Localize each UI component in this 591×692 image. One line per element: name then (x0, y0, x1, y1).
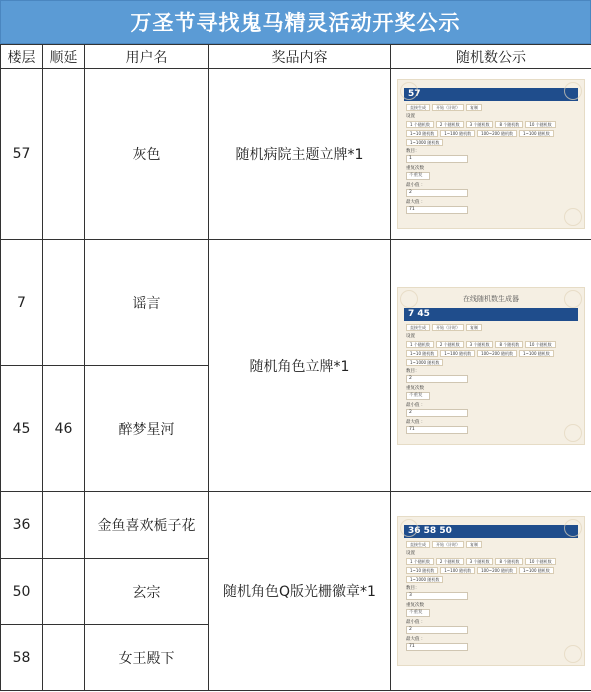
floor-cell: 50 (1, 559, 43, 625)
generator-tab-button[interactable]: 复制 (466, 324, 482, 331)
username-cell: 金鱼喜欢栀子花 (85, 492, 209, 559)
floor-cell: 7 (1, 240, 43, 366)
results-table (0, 44, 591, 691)
preset-button[interactable]: 8 个随机数 (495, 121, 523, 128)
ornament-icon (400, 290, 418, 308)
page-title: 万圣节寻找鬼马精灵活动开奖公示 (0, 0, 591, 44)
deferred-cell: 46 (43, 366, 85, 492)
preset-button[interactable]: 3 个随机数 (466, 341, 494, 348)
count-input[interactable]: 3 (406, 592, 468, 600)
generator-tab-button[interactable]: 直接生成 (406, 324, 430, 331)
repeat-label: 重复次数 (406, 385, 424, 391)
random-generator-screenshot (397, 287, 585, 445)
preset-button[interactable]: 3 个随机数 (466, 121, 494, 128)
generator-tabs (406, 324, 576, 331)
min-input[interactable]: 2 (406, 189, 468, 197)
random-generator-screenshot (397, 516, 585, 666)
generator-tab-button[interactable]: 复制 (466, 104, 482, 111)
random-generator-screenshot (397, 79, 585, 229)
preset-button[interactable]: 1~100 随机数 (440, 567, 475, 574)
header-deferred: 顺延 (43, 45, 85, 69)
deferred-cell (43, 492, 85, 559)
repeat-label: 重复次数 (406, 166, 424, 171)
max-label: 最大值 ： (406, 200, 426, 205)
preset-button[interactable]: 1~10 随机数 (406, 130, 438, 137)
generator-tabs (406, 104, 576, 111)
floor-cell: 57 (1, 69, 43, 240)
max-label: 最大值 ： (406, 419, 426, 425)
min-label: 最小值 ： (406, 183, 426, 188)
header-username: 用户名 (85, 45, 209, 69)
preset-button[interactable]: 1~100 随机数 (519, 350, 554, 357)
username-cell: 谣言 (85, 240, 209, 366)
repeat-label: 重复次数 (406, 603, 424, 608)
deferred-cell (43, 69, 85, 240)
ornament-icon (564, 519, 582, 537)
username-cell: 灰色 (85, 69, 209, 240)
preset-button[interactable]: 1~1000 随机数 (406, 359, 443, 366)
min-label: 最小值 ： (406, 620, 426, 625)
floor-cell: 36 (1, 492, 43, 559)
preset-button[interactable]: 100~200 随机数 (477, 567, 517, 574)
spacer (398, 517, 584, 521)
settings-label: 设置 (406, 551, 415, 556)
random-proof-cell (391, 240, 591, 492)
generator-tab-button[interactable]: 开始（计时） (432, 104, 464, 111)
random-proof-cell (391, 492, 591, 691)
username-cell: 女王殿下 (85, 625, 209, 691)
ornament-icon (564, 290, 582, 308)
deferred-cell (43, 559, 85, 625)
generator-tabs (406, 541, 576, 548)
generator-tab-button[interactable]: 复制 (466, 541, 482, 548)
table-header-row (1, 45, 591, 69)
preset-button[interactable]: 1~100 随机数 (440, 130, 475, 137)
floor-cell: 58 (1, 625, 43, 691)
generator-tab-button[interactable]: 开始（计时） (432, 324, 464, 331)
preset-button[interactable]: 10 个随机数 (525, 341, 555, 348)
ornament-icon (400, 82, 418, 100)
preset-button[interactable]: 10 个随机数 (525, 558, 555, 565)
ornament-icon (400, 519, 418, 537)
preset-button[interactable]: 1~1000 随机数 (406, 139, 443, 146)
count-input[interactable]: 1 (406, 155, 468, 163)
max-input[interactable]: 71 (406, 206, 468, 214)
preset-button[interactable]: 1~10 随机数 (406, 350, 438, 357)
preset-buttons (406, 121, 576, 146)
preset-button[interactable]: 100~200 随机数 (477, 130, 517, 137)
preset-button[interactable]: 100~200 随机数 (477, 350, 517, 357)
repeat-select[interactable]: 不重复 (406, 392, 430, 400)
settings-label: 设置 (406, 333, 415, 339)
repeat-select[interactable]: 不重复 (406, 172, 430, 180)
count-input[interactable]: 2 (406, 375, 468, 383)
ornament-icon (564, 82, 582, 100)
preset-button[interactable]: 8 个随机数 (495, 558, 523, 565)
table-row (1, 240, 591, 366)
table-row (1, 492, 591, 559)
settings-label: 设置 (406, 114, 415, 119)
min-label: 最小值 ： (406, 402, 426, 408)
min-input[interactable]: 2 (406, 409, 468, 417)
preset-button[interactable]: 1~1000 随机数 (406, 576, 443, 583)
ornament-icon (564, 645, 582, 663)
min-input[interactable]: 2 (406, 626, 468, 634)
ornament-icon (564, 424, 582, 442)
preset-button[interactable]: 8 个随机数 (495, 341, 523, 348)
preset-buttons (406, 341, 576, 366)
count-label: 数目： (406, 368, 420, 374)
random-result-bar: 36 58 50 (404, 525, 578, 538)
prize-cell: 随机角色Q版光栅徽章*1 (209, 492, 391, 691)
count-label: 数目： (406, 149, 420, 154)
preset-button[interactable]: 2 个随机数 (436, 121, 464, 128)
preset-button[interactable]: 1 个随机数 (406, 121, 434, 128)
deferred-cell (43, 625, 85, 691)
random-result-bar: 7 45 (404, 308, 578, 321)
random-result-bar: 57 (404, 88, 578, 101)
header-floor: 楼层 (1, 45, 43, 69)
generator-tab-button[interactable]: 开始（计时） (432, 541, 464, 548)
header-random-proof: 随机数公示 (391, 45, 591, 69)
max-input[interactable]: 71 (406, 426, 468, 434)
prize-cell: 随机角色立牌*1 (209, 240, 391, 492)
generator-tab-button[interactable]: 直接生成 (406, 541, 430, 548)
count-label: 数目： (406, 586, 420, 591)
header-prize: 奖品内容 (209, 45, 391, 69)
preset-button[interactable]: 1~10 随机数 (406, 567, 438, 574)
preset-button[interactable]: 1~100 随机数 (440, 350, 475, 357)
repeat-select[interactable]: 不重复 (406, 609, 430, 617)
preset-button[interactable]: 1~100 随机数 (519, 567, 554, 574)
max-input[interactable]: 71 (406, 643, 468, 651)
random-proof-cell (391, 69, 591, 240)
spacer (398, 80, 584, 84)
prize-cell: 随机病院主题立牌*1 (209, 69, 391, 240)
max-label: 最大值 ： (406, 637, 426, 642)
generator-heading: 在线随机数生成器 (463, 294, 519, 303)
generator-tab-button[interactable]: 直接生成 (406, 104, 430, 111)
preset-button[interactable]: 2 个随机数 (436, 341, 464, 348)
deferred-cell (43, 240, 85, 366)
preset-button[interactable]: 1~100 随机数 (519, 130, 554, 137)
preset-button[interactable]: 3 个随机数 (466, 558, 494, 565)
preset-buttons (406, 558, 576, 583)
preset-button[interactable]: 1 个随机数 (406, 341, 434, 348)
preset-button[interactable]: 2 个随机数 (436, 558, 464, 565)
floor-cell: 45 (1, 366, 43, 492)
preset-button[interactable]: 10 个随机数 (525, 121, 555, 128)
preset-button[interactable]: 1 个随机数 (406, 558, 434, 565)
username-cell: 玄宗 (85, 559, 209, 625)
username-cell: 醉梦星河 (85, 366, 209, 492)
table-row (1, 69, 591, 240)
ornament-icon (564, 208, 582, 226)
